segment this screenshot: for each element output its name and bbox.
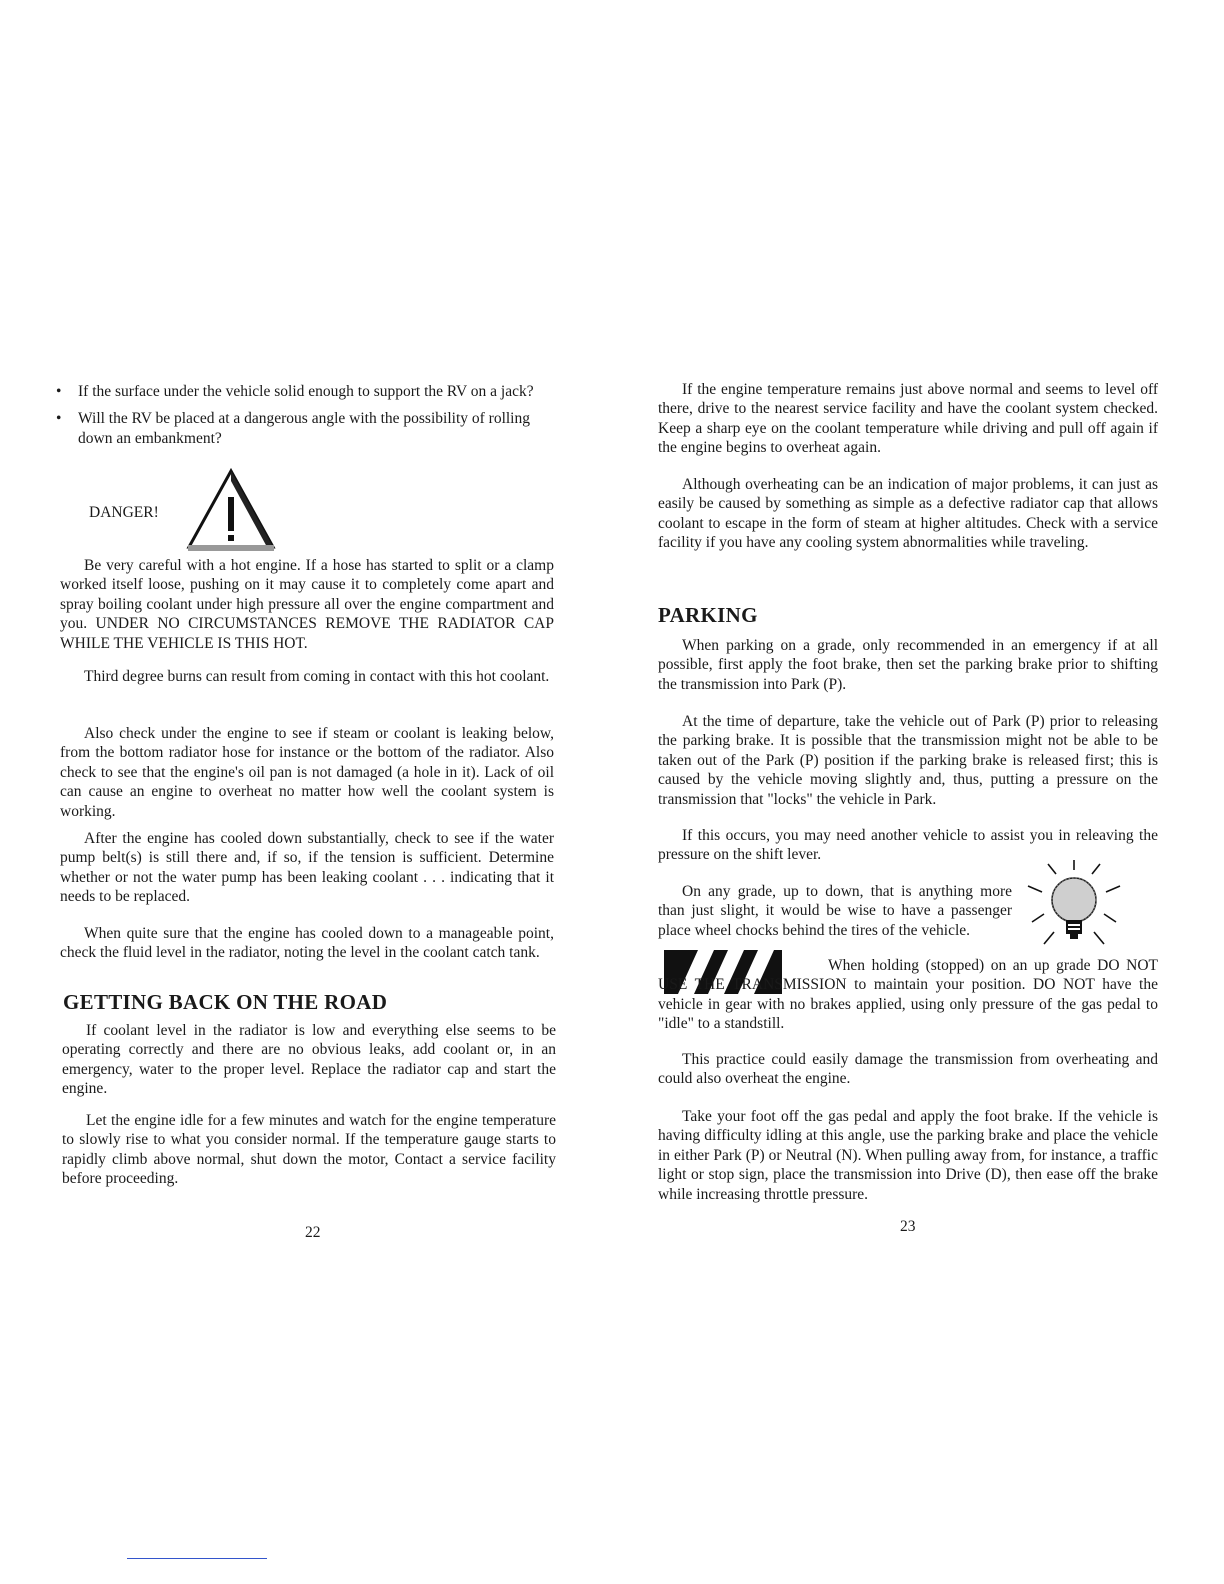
para-coolant-low: If coolant level in the radiator is low and everything else seems to be operating correctly and there are no obvious leaks, add coolant or, in an emergency, water to the proper level. Replace the radiator cap and start the engine. (62, 1022, 556, 1098)
para-cooled: After the engine has cooled down substantially, check to see if the water pump belt(s) is still there and, if so, if the tension is sufficient. Determine whether or not the water pump has been leaking coolant . . . indicating that it needs to be replaced. (60, 830, 554, 906)
light-bulb-icon (1026, 856, 1122, 948)
para-fluid: When quite sure that the engine has cooled down to a manageable point, check the fluid level in the radiator, noting the level in the coolant catch tank. (60, 925, 554, 962)
page-number: 23 (900, 1218, 916, 1235)
heading-parking: PARKING (658, 603, 758, 627)
para-departure: At the time of departure, take the vehicle out of Park (P) prior to releasing the parking brake. It is possible that the transmission might not be able to be taken out of the Park (P) position if the parking brake is released first; this is caused by the vehicle moving slightly and, thus, putting a pressure on the transmission that "locks" the vehicle in Park. (658, 713, 1158, 808)
para-idle: Let the engine idle for a few minutes and watch for the engine temperature to slowly rise to what you consider normal. If the temperature gauge starts to rapidly climb above normal, shut down the motor, Contact a service facility before proceeding. (62, 1112, 556, 1188)
warning-triangle-icon (183, 467, 279, 553)
divider (127, 1558, 267, 1559)
bullet-text: If the surface under the vehicle solid enough to support the RV on a jack? (78, 383, 534, 400)
para-any-grade: On any grade, up to down, that is anything more than just slight, it would be wise to have a passenger place wheel chocks behind the tires of the vehicle. (658, 883, 1012, 939)
para-foot: Take your foot off the gas pedal and apply the foot brake. If the vehicle is having difficulty idling at this angle, use the parking brake and place the vehicle in either Park (P) or Neutral (N). When pulling away from, for instance, a traffic light or stop sign, place the transmission into Drive (D), then ease off the brake while increasing throttle pressure. (658, 1108, 1158, 1203)
list-item: • Will the RV be placed at a dangerous angle with the possibility of rolling down an embankment? (56, 410, 530, 447)
bullet-list (56, 382, 552, 456)
para-overheat: Although overheating can be an indication of major problems, it can just as easily be caused by something as simple as a defective radiator cap that allows coolant to escape in the form of steam at higher altitudes. Check with a service facility if you have any cooling system abnormalities while traveling. (658, 476, 1158, 552)
right-page (612, 0, 1224, 1584)
para-holding: When holding (stopped) on an up grade DO NOT USE THE TRANSMISSION to maintain your position. DO NOT have the vehicle in gear with no brakes applied, using only pressure of the gas pedal to "idle" to a standstill. (658, 957, 1158, 1033)
page-number: 22 (305, 1224, 321, 1241)
bullet-text: Will the RV be placed at a dangerous angle with the possibility of rolling down an embankment? (78, 410, 530, 447)
para-hot-engine: Be very careful with a hot engine. If a hose has started to split or a clamp worked itself loose, pushing on it may cause it to completely come apart and spray boiling coolant under high pressure all over the engine compartment and you. UNDER NO CIRCUMSTANCES REMOVE THE RADIATOR CAP WHILE THE VEHICLE IS THIS HOT. (60, 557, 554, 652)
heading-getting-back: GETTING BACK ON THE ROAD (63, 990, 388, 1014)
para-check-under: Also check under the engine to see if steam or coolant is leaking below, from the bottom radiator hose for instance or the bottom of the radiator. Also check to see that the engine's oil pan is not damaged (a hole in it). Lack of oil can cause an engine to overheat no matter how well the coolant system is working. (60, 725, 554, 820)
danger-label: DANGER! (89, 504, 159, 521)
para-practice: This practice could easily damage the transmission from overheating and could also overheat the engine. (658, 1051, 1158, 1088)
para-occurs: If this occurs, you may need another vehicle to assist you in releaving the pressure on the shift lever. (658, 827, 1158, 864)
para-grade: When parking on a grade, only recommended in an emergency if at all possible, first apply the foot brake, then set the parking brake prior to shifting the transmission into Park (P). (658, 637, 1158, 693)
para-temp: If the engine temperature remains just above normal and seems to level off there, drive to the nearest service facility and have the coolant system checked. Keep a sharp eye on the coolant temperature while driving and pull off again if the engine begins to overheat again. (658, 381, 1158, 457)
para-burns: Third degree burns can result from coming in contact with this hot coolant. (84, 668, 550, 685)
list-item: • If the surface under the vehicle solid enough to support the RV on a jack? (56, 383, 534, 400)
